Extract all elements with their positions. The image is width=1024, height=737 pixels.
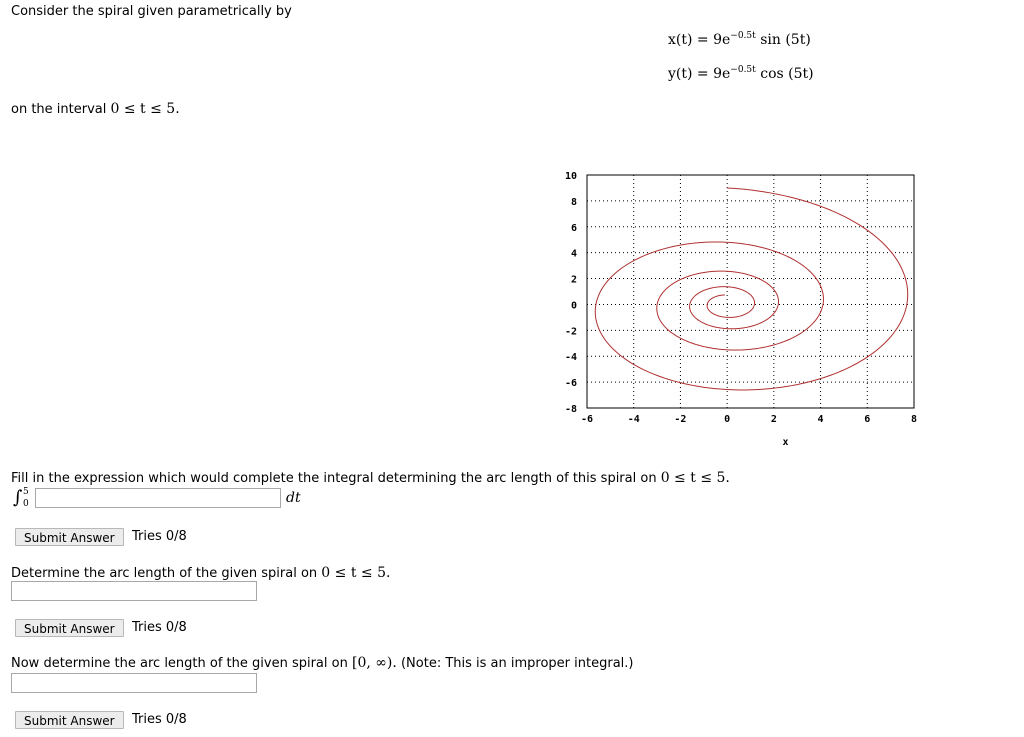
y-tick-label: -2: [564, 326, 577, 338]
intro-text: Consider the spiral given parametrically by: [11, 4, 292, 19]
q2-submit-button[interactable]: Submit Answer: [15, 619, 124, 637]
interval-math: 0 ≤ t ≤ 5.: [110, 101, 180, 117]
interval-line: [11, 101, 180, 117]
x-tick-label: -6: [580, 414, 594, 425]
q1-prompt: Fill in the expression which would complete the integral determining the arc length of this spiral on: [11, 471, 657, 486]
y-tick-label: 0: [570, 300, 577, 312]
interval-text: on the interval: [11, 102, 107, 117]
equation-x: [668, 32, 811, 48]
q1-dt: dt: [286, 490, 301, 506]
q3-prompt-line: [11, 655, 633, 671]
spiral-chart: [550, 165, 930, 455]
q3-prompt-math: [0, ∞).: [351, 655, 397, 671]
q1-prompt-line: [11, 470, 730, 486]
q2-tries: Tries 0/8: [132, 620, 187, 635]
q3-submit-button[interactable]: Submit Answer: [15, 711, 124, 729]
y-tick-label: -4: [564, 352, 577, 364]
q1-tries: Tries 0/8: [132, 529, 187, 544]
integral-sign: ∫ 5 0: [13, 487, 29, 509]
q2-prompt-line: [11, 565, 390, 581]
q3-note: (Note: This is an improper integral.): [400, 656, 634, 671]
equation-y-exponent: −0.5t: [730, 65, 756, 75]
x-tick-label: -2: [674, 414, 687, 425]
y-tick-label: 6: [570, 222, 577, 234]
equation-x-lhs: x(t) = 9e: [668, 32, 731, 48]
q3-prompt: Now determine the arc length of the given spiral on: [11, 656, 348, 671]
x-tick-label: 8: [910, 414, 918, 425]
q1-submit-button[interactable]: Submit Answer: [15, 528, 124, 546]
q3-tries: Tries 0/8: [132, 712, 187, 727]
y-tick-label: 4: [570, 248, 577, 260]
y-tick-label: -8: [564, 404, 577, 415]
chart-ticks: [565, 171, 917, 425]
equation-x-exponent: −0.5t: [730, 31, 756, 41]
x-tick-label: 4: [817, 414, 824, 425]
y-tick-label: -6: [564, 378, 577, 390]
integral-lower: 0: [23, 499, 29, 509]
equation-y: [668, 66, 814, 82]
y-tick-label: 10: [564, 171, 577, 182]
q2-arc-length-input[interactable]: [11, 581, 257, 601]
chart-grid: [587, 175, 914, 408]
plot-frame: [587, 175, 914, 408]
q2-prompt-math: 0 ≤ t ≤ 5.: [321, 565, 391, 581]
q3-improper-arc-length-input[interactable]: [11, 673, 257, 693]
q1-integrand-input[interactable]: [35, 488, 281, 508]
x-tick-label: 2: [770, 414, 777, 425]
equation-y-rhs: cos (5t): [760, 66, 814, 82]
spiral-curve: [595, 188, 907, 390]
x-tick-label: -4: [627, 414, 640, 425]
x-axis-label: x: [782, 437, 789, 448]
y-tick-label: 2: [570, 274, 577, 286]
q2-prompt: Determine the arc length of the given spiral on: [11, 566, 318, 581]
x-tick-label: 6: [864, 414, 871, 425]
x-tick-label: 0: [724, 414, 731, 425]
equation-x-rhs: sin (5t): [760, 32, 811, 48]
integral-upper: 5: [23, 487, 29, 497]
y-tick-label: 8: [570, 196, 577, 208]
q1-prompt-math: 0 ≤ t ≤ 5.: [660, 470, 730, 486]
equation-y-lhs: y(t) = 9e: [668, 66, 731, 82]
